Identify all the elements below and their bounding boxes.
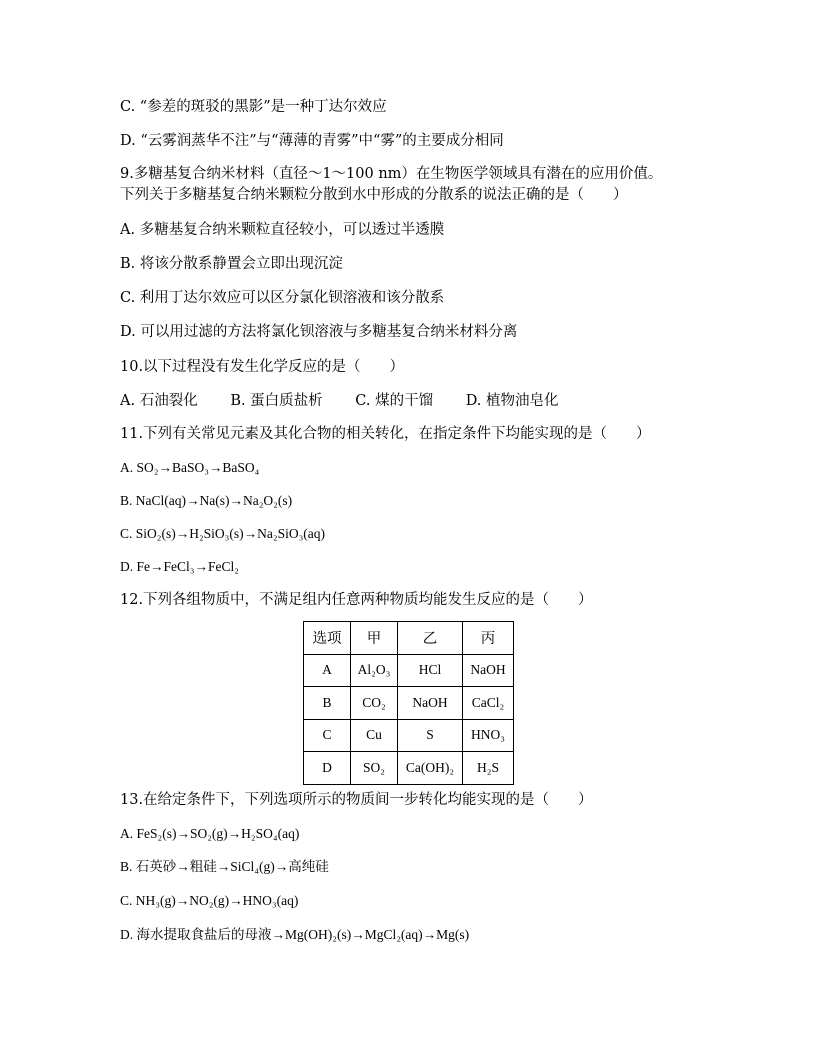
q11-option-b: B. NaCl(aq)→Na(s)→Na₂O₂(s) — [120, 493, 293, 508]
table-cell: A — [304, 654, 351, 687]
table-row — [304, 719, 514, 752]
q10-option-c: C. 煤的干馏 — [355, 393, 434, 409]
header-bing: 丙 — [463, 622, 514, 655]
q11-option-d: D. Fe→FeCl₃→FeCl₂ — [120, 559, 239, 574]
q10-option-a: A. 石油裂化 — [120, 393, 198, 409]
q10-option-d: D. 植物油皂化 — [465, 393, 559, 409]
header-option: 选项 — [304, 622, 351, 655]
q12-table — [303, 621, 514, 785]
table-cell: NaOH — [463, 654, 514, 687]
q12-stem: 12.下列各组物质中，不满足组内任意两种物质均能发生反应的是（ ） — [120, 592, 593, 608]
q10-option-b: B. 蛋白质盐析 — [230, 393, 323, 409]
table-cell: C — [304, 719, 351, 752]
q9-option-c: C. 利用丁达尔效应可以区分氯化钡溶液和该分散系 — [120, 290, 445, 306]
q11-option-c: C. SiO₂(s)→H₂SiO₃(s)→Na₂SiO₃(aq) — [120, 526, 326, 541]
q8-option-c: C. “参差的斑驳的黑影”是一种丁达尔效应 — [120, 99, 387, 115]
q13-option-a: A. FeS₂(s)→SO₂(g)→H₂SO₄(aq) — [120, 826, 300, 841]
table-cell: HCl — [398, 654, 463, 687]
q11-option-a: A. SO₂→BaSO₃→BaSO₄ — [120, 460, 260, 475]
table-cell: Cu — [351, 719, 398, 752]
q13-option-b: B. 石英砂→粗硅→SiCl₄(g)→高纯硅 — [120, 859, 329, 874]
q13-stem: 13.在给定条件下，下列选项所示的物质间一步转化均能实现的是（ ） — [120, 792, 593, 808]
q9-stem-line1: 9.多糖基复合纳米材料（直径～1～100 nm）在生物医学领域具有潜在的应用价值。 — [120, 166, 663, 182]
table-cell: S — [398, 719, 463, 752]
table-cell: B — [304, 687, 351, 720]
table-row — [304, 654, 514, 687]
table-cell: CaCl₂ — [463, 687, 514, 720]
table-cell: NaOH — [398, 687, 463, 720]
table-cell: CO₂ — [351, 687, 398, 720]
table-cell: D — [304, 752, 351, 785]
table-cell: Al₂O₃ — [351, 654, 398, 687]
table-row — [304, 687, 514, 720]
table-cell: Ca(OH)₂ — [398, 752, 463, 785]
q11-stem: 11.下列有关常见元素及其化合物的相关转化，在指定条件下均能实现的是（ ） — [120, 426, 651, 442]
table-cell: HNO₃ — [463, 719, 514, 752]
q13-option-c: C. NH₃(g)→NO₂(g)→HNO₃(aq) — [120, 893, 299, 908]
q9-option-a: A. 多糖基复合纳米颗粒直径较小，可以透过半透膜 — [120, 222, 445, 238]
q10-stem: 10.以下过程没有发生化学反应的是（ ） — [120, 359, 405, 375]
table-header-row — [304, 622, 514, 655]
q10-options — [120, 391, 559, 411]
q8-option-d: D. “云雾润蒸华不注”与“薄薄的青雾”中“雾”的主要成分相同 — [120, 133, 504, 149]
q9-stem-line2: 下列关于多糖基复合纳米颗粒分散到水中形成的分散系的说法正确的是（ ） — [120, 187, 628, 203]
table-row — [304, 752, 514, 785]
q13-option-d: D. 海水提取食盐后的母液→Mg(OH)₂(s)→MgCl₂(aq)→Mg(s) — [120, 927, 470, 942]
table-cell: H₂S — [463, 752, 514, 785]
q9-option-b: B. 将该分散系静置会立即出现沉淀 — [120, 256, 343, 272]
q9-option-d: D. 可以用过滤的方法将氯化钡溶液与多糖基复合纳米材料分离 — [120, 324, 518, 340]
table-cell: SO₂ — [351, 752, 398, 785]
header-jia: 甲 — [351, 622, 398, 655]
header-yi: 乙 — [398, 622, 463, 655]
